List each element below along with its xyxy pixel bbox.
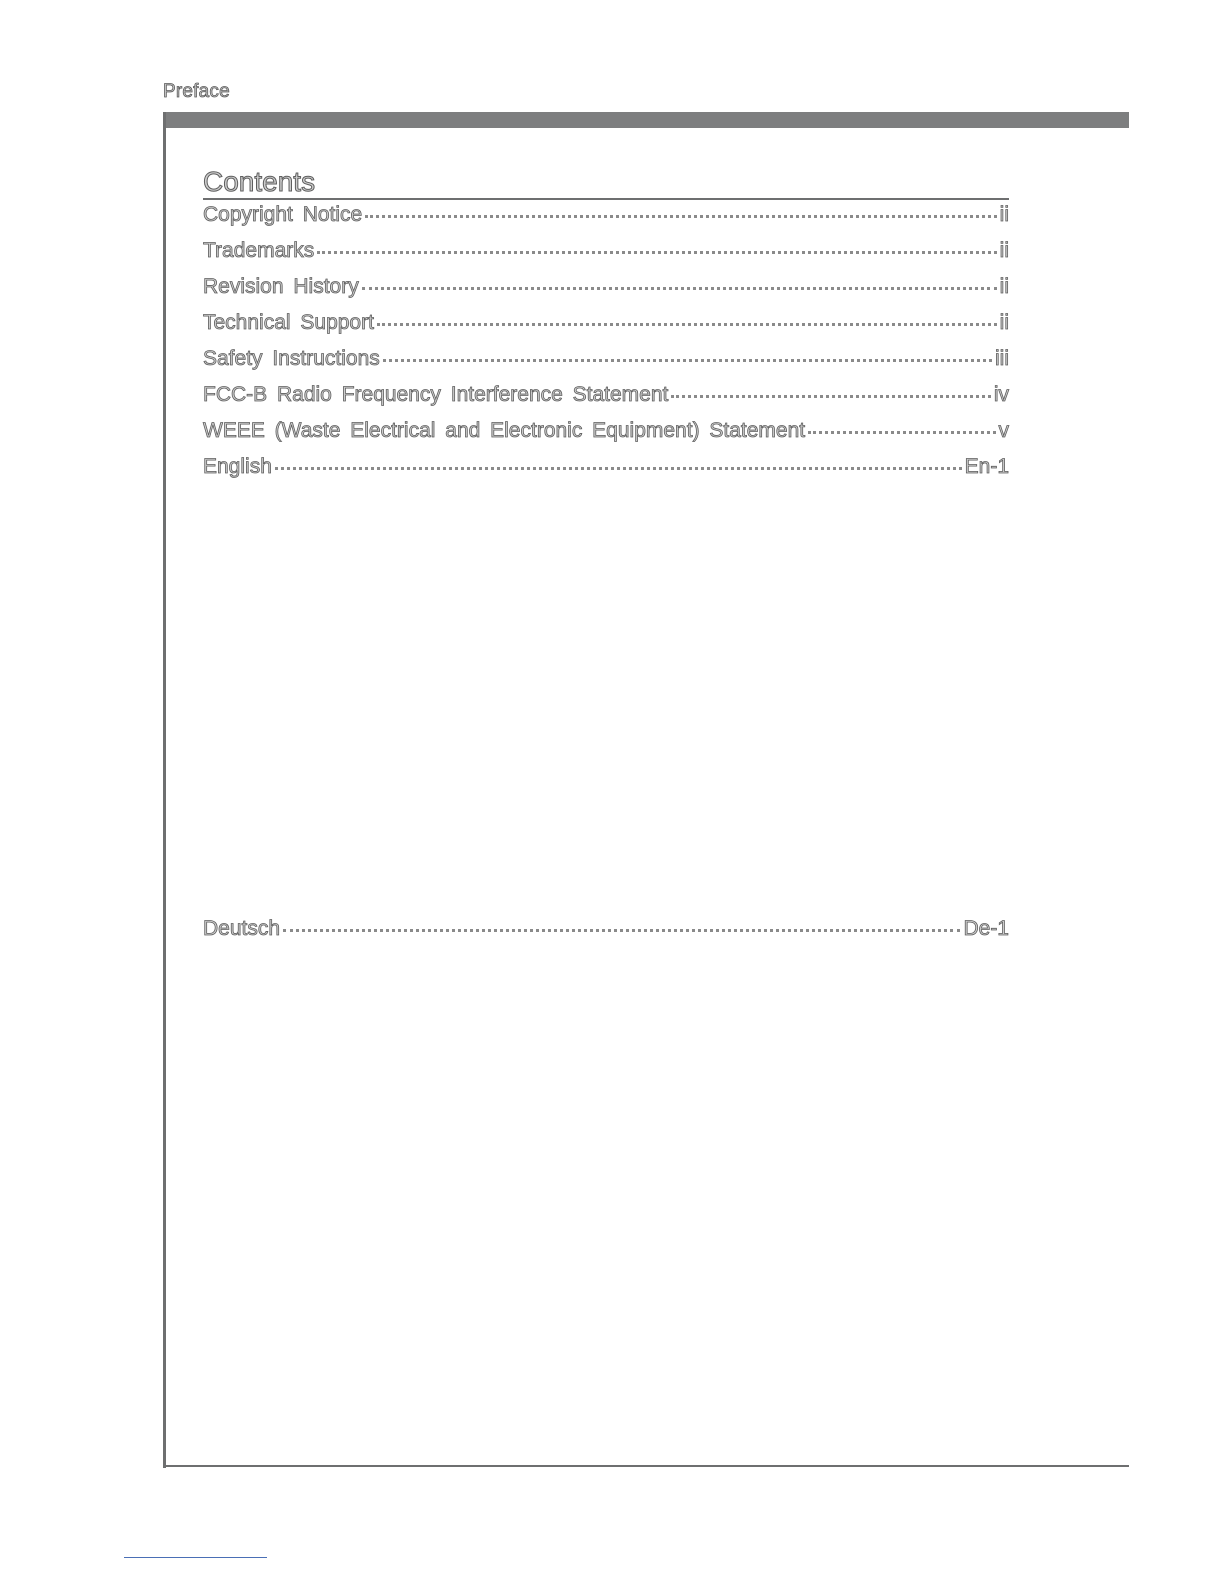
dot-leader [377, 323, 997, 326]
dot-leader [365, 215, 996, 218]
toc-entry-page: ii [999, 275, 1009, 298]
toc-entry-page: ii [999, 239, 1009, 262]
left-margin-rule [163, 112, 166, 1468]
toc-entry-page: En-1 [964, 455, 1009, 478]
toc-entry-page: De-1 [963, 917, 1009, 940]
table-of-contents [203, 203, 1009, 491]
toc-entry-page: ii [999, 311, 1009, 334]
toc-entry-page: v [998, 419, 1009, 442]
toc-entry-page: iii [995, 347, 1009, 370]
section-label: Preface [163, 81, 230, 102]
dot-leader [671, 395, 990, 398]
toc-entry-label: English [203, 455, 272, 478]
toc-entry-label: Revision History [203, 275, 359, 298]
toc-entry-label: FCC-B Radio Frequency Interference Statement [203, 383, 669, 406]
toc-entry-page: iv [993, 383, 1009, 406]
toc-entry-page: ii [999, 203, 1009, 226]
toc-entry-technical-support[interactable] [203, 311, 1009, 347]
dot-leader [383, 359, 992, 362]
toc-entry-safety-instructions[interactable] [203, 347, 1009, 383]
header-bar [163, 112, 1129, 128]
toc-entry-english[interactable] [203, 455, 1009, 491]
contents-title: Contents [203, 166, 316, 197]
toc-entry-fcc-b-statement[interactable] [203, 383, 1009, 419]
contents-title-rule [203, 198, 1009, 200]
dot-leader [362, 287, 997, 290]
dot-leader [808, 431, 995, 434]
toc-entry-copyright-notice[interactable] [203, 203, 1009, 239]
table-of-contents-continued [203, 917, 1009, 953]
toc-entry-deutsch[interactable] [203, 917, 1009, 953]
toc-entry-label: Safety Instructions [203, 347, 380, 370]
toc-entry-label: Technical Support [203, 311, 374, 334]
toc-entry-revision-history[interactable] [203, 275, 1009, 311]
dot-leader [317, 251, 996, 254]
bottom-rule [163, 1465, 1129, 1467]
toc-entry-label: Deutsch [203, 917, 281, 940]
toc-entry-label: Trademarks [203, 239, 315, 262]
dot-leader [283, 929, 960, 932]
toc-entry-label: Copyright Notice [203, 203, 363, 226]
dot-leader [275, 467, 962, 470]
toc-entry-trademarks[interactable] [203, 239, 1009, 275]
toc-entry-label: WEEE (Waste Electrical and Electronic Equipment) Statement [203, 419, 806, 442]
footer-link-underline[interactable] [124, 1557, 267, 1558]
toc-entry-weee-statement[interactable] [203, 419, 1009, 455]
